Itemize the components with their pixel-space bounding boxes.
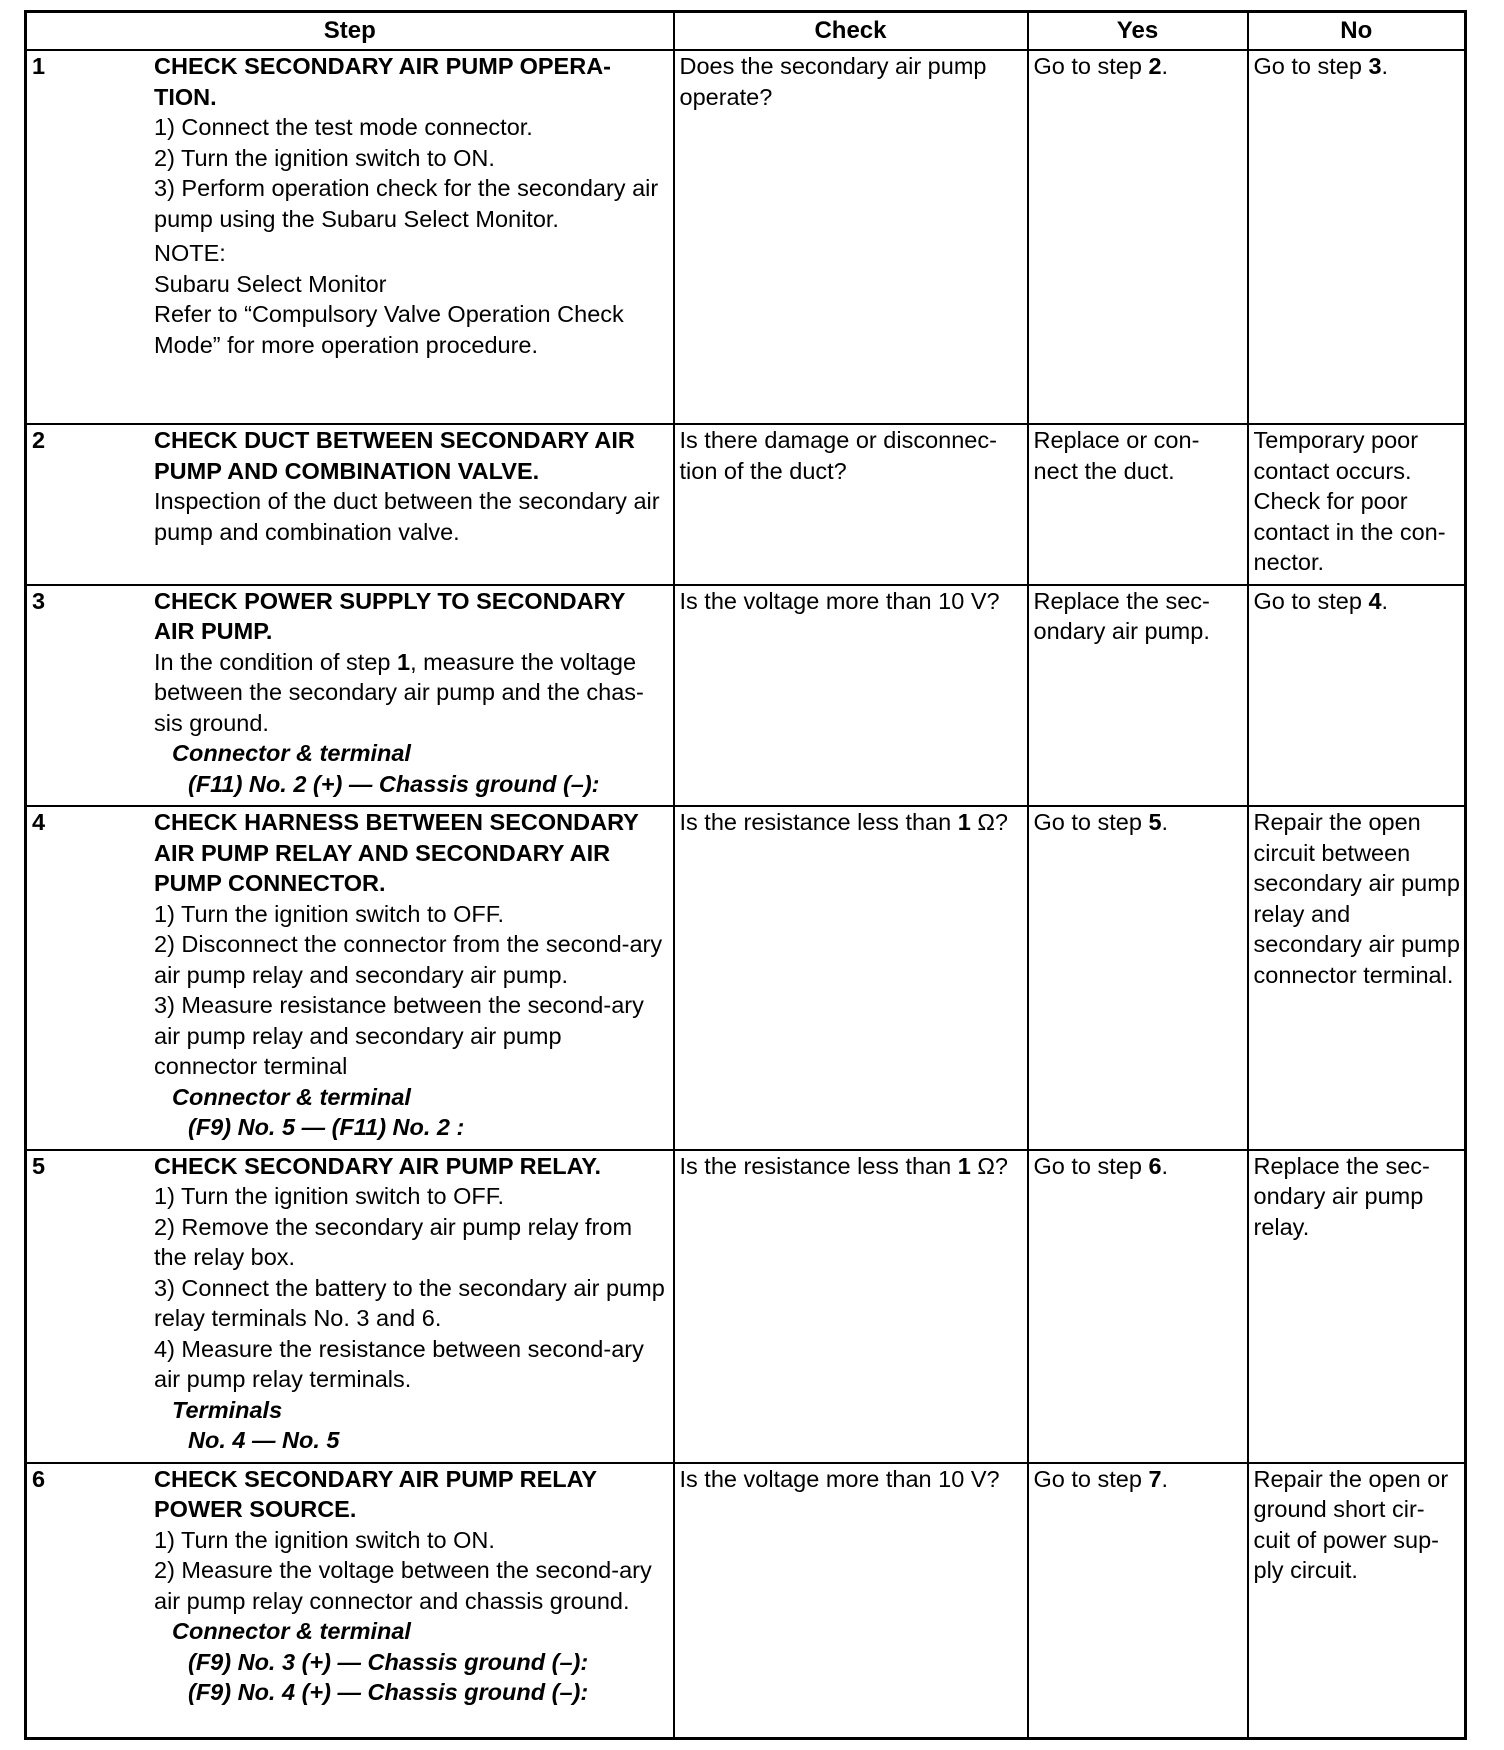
step-instruction: 2) Measure the voltage between the second-ary air pump relay connector and chassis ground. <box>154 1557 652 1614</box>
step-title: CHECK SECONDARY AIR PUMP RELAY. <box>154 1152 602 1179</box>
step-instruction: 3) Measure resistance between the second-ary air pump relay and secondary air pump connector terminal <box>154 992 644 1079</box>
step-number: 6 <box>32 1465 46 1492</box>
note-text: Refer to “Compulsory Valve Operation Check Mode” for more operation procedure. <box>154 301 624 358</box>
yes-cell: Go to step 7. <box>1028 1463 1248 1739</box>
table-row-step-4 <box>26 806 1466 1150</box>
check-cell: Is the resistance less than 1 Ω? <box>674 1150 1028 1463</box>
header-yes: Yes <box>1028 12 1248 51</box>
step-instruction: 2) Turn the ignition switch to ON. <box>154 144 495 171</box>
table-row-step-1 <box>26 50 1466 424</box>
check-cell: Is there damage or disconnec- tion of the duct? <box>674 424 1028 585</box>
step-number: 4 <box>32 809 46 835</box>
step-title: CHECK SECONDARY AIR PUMP RELAY POWER SOURCE. <box>154 1465 597 1522</box>
no-cell: Go to step 3. <box>1248 50 1466 424</box>
no-cell: Replace the sec-ondary air pump relay. <box>1248 1150 1466 1463</box>
step-cell <box>26 424 674 585</box>
step-instruction: 1) Turn the ignition switch to ON. <box>154 1526 495 1553</box>
check-cell: Is the voltage more than 10 V? <box>674 1463 1028 1739</box>
yes-cell: Replace or con- nect the duct. <box>1028 424 1248 585</box>
step-title: CHECK SECONDARY AIR PUMP OPERA- TION. <box>154 53 611 110</box>
connector-terminal-label: Connector & terminal <box>172 1083 411 1110</box>
diagnostic-table <box>24 10 1467 1740</box>
table-header-row <box>26 12 1466 51</box>
connector-terminal-spec: (F11) No. 2 (+) — Chassis ground (–): <box>188 770 600 797</box>
step-instruction: 2) Disconnect the connector from the second-ary air pump relay and secondary air pump. <box>154 931 663 988</box>
diagnostic-procedure-sheet <box>24 10 1464 1740</box>
step-instruction: Inspection of the duct between the secondary air pump and combination valve. <box>154 488 660 545</box>
step-instruction: 3) Perform operation check for the secondary air pump using the Subaru Select Monitor. <box>154 175 659 232</box>
note-text: Subaru Select Monitor <box>154 270 387 297</box>
terminals-label: Terminals <box>172 1396 283 1423</box>
connector-terminal-spec: (F9) No. 4 (+) — Chassis ground (–): <box>188 1679 589 1705</box>
step-instruction: 3) Connect the battery to the secondary air pump relay terminals No. 3 and 6. <box>154 1274 665 1331</box>
step-number: 5 <box>32 1152 46 1179</box>
yes-cell: Go to step 5. <box>1028 806 1248 1150</box>
step-cell <box>26 50 674 424</box>
step-number: 3 <box>32 587 46 614</box>
check-cell: Is the voltage more than 10 V? <box>674 585 1028 807</box>
table-row-step-6 <box>26 1463 1466 1739</box>
step-cell <box>26 1150 674 1463</box>
check-cell: Does the secondary air pump operate? <box>674 50 1028 424</box>
table-row-step-2 <box>26 424 1466 585</box>
step-instruction: 4) Measure the resistance between second-ary air pump relay terminals. <box>154 1335 644 1392</box>
step-cell <box>26 585 674 807</box>
header-step: Step <box>26 12 674 51</box>
step-instruction: 2) Remove the secondary air pump relay from the relay box. <box>154 1213 633 1270</box>
step-instruction: 1) Turn the ignition switch to OFF. <box>154 900 505 927</box>
header-check: Check <box>674 12 1028 51</box>
note-label: NOTE: <box>154 240 226 266</box>
yes-cell: Replace the sec- ondary air pump. <box>1028 585 1248 807</box>
step-title: CHECK HARNESS BETWEEN SECONDARY AIR PUMP RELAY AND SECONDARY AIR PUMP CONNECTOR. <box>154 809 639 896</box>
table-row-step-5 <box>26 1150 1466 1463</box>
step-number: 2 <box>32 427 46 453</box>
header-no: No <box>1248 12 1466 51</box>
terminals-spec: No. 4 — No. 5 <box>188 1427 340 1453</box>
step-number: 1 <box>32 53 46 79</box>
connector-terminal-label: Connector & terminal <box>172 1618 411 1644</box>
no-cell: Repair the open or ground short cir-cuit of power sup-ply circuit. <box>1248 1463 1466 1739</box>
check-cell: Is the resistance less than 1 Ω? <box>674 806 1028 1150</box>
step-title: CHECK DUCT BETWEEN SECONDARY AIR PUMP AND COMBINATION VALVE. <box>154 427 635 484</box>
connector-terminal-spec: (F9) No. 3 (+) — Chassis ground (–): <box>188 1648 589 1675</box>
step-cell <box>26 806 674 1150</box>
step-cell <box>26 1463 674 1739</box>
no-cell: Go to step 4. <box>1248 585 1466 807</box>
yes-cell: Go to step 6. <box>1028 1150 1248 1463</box>
yes-cell: Go to step 2. <box>1028 50 1248 424</box>
connector-terminal-label: Connector & terminal <box>172 740 411 766</box>
connector-terminal-spec: (F9) No. 5 — (F11) No. 2 : <box>188 1114 465 1140</box>
step-instruction: In the condition of step 1, measure the voltage between the secondary air pump and the chas-sis ground. <box>154 648 644 736</box>
table-row-step-3 <box>26 585 1466 807</box>
no-cell: Temporary poor contact occurs. Check for poor contact in the con-nector. <box>1248 424 1466 585</box>
no-cell: Repair the open circuit between secondary air pump relay and secondary air pump connector terminal. <box>1248 806 1466 1150</box>
step-instruction: 1) Turn the ignition switch to OFF. <box>154 1183 505 1209</box>
step-instruction: 1) Connect the test mode connector. <box>154 114 533 140</box>
step-title: CHECK POWER SUPPLY TO SECONDARY AIR PUMP. <box>154 587 625 644</box>
